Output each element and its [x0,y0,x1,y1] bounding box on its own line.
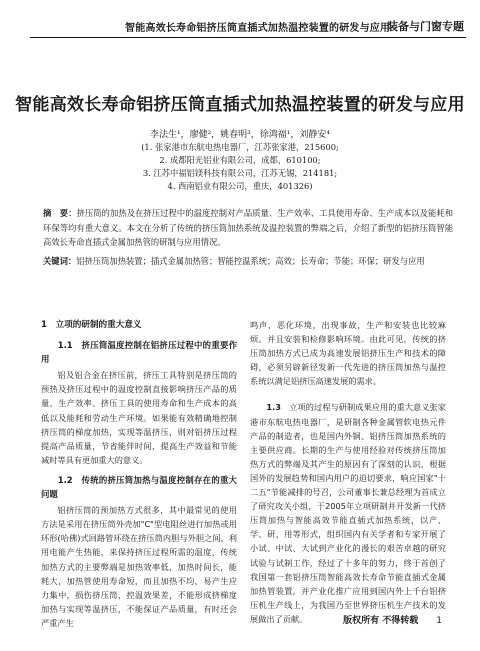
body-paragraph [250,400,446,626]
section-label: 装备与门窗专题 [387,20,464,33]
affiliations [0,141,480,193]
keywords-paragraph [43,254,453,269]
right-column [250,318,446,626]
subsection-number: 1.3 [266,402,281,413]
body-paragraph: 鸣声，恶化环境，出现事故，生产和安装也比较麻烦。并且安装和检修影响环境。由此可见，传统的挤压筒加热方式已成为高速发展铝挤压生产和技术的障碍，必须另辟新径发新一代先进的挤压筒加热与温控系统以满足铝挤压高速发展的需求。 [250,320,446,387]
subsection-heading: 1.1 挤压筒温度控制在铝挤压过程中的重要作用 [41,340,237,365]
header-rule [30,37,466,38]
subsection-heading: 1.2 传统的挤压筒加热与温度控制存在的重大问题 [41,474,237,500]
abstract-label: 摘 要： [43,208,77,218]
body-paragraph: 铝挤压筒的预加热方式很多，其中最常见的使用方法是采用在挤压筒外壳加"C"型电阻丝进行加热或用环形(哈佛)式回路管环绕在挤压筒内胆与外胆之间，利用电能产生热能，来保持挤压过程所需的温度，传统加热方式的主要弊端是加热效率低，加热时间长，能耗大，加热管使用寿命短，而且加热不均，易产生应力集中，损伤挤压筒，控温效果差，不能形成挤梯度加热与实现等温挤压，不能保证产品质量，有时还会严重产生 [41,505,237,628]
section-heading: 1 立项的研制的重大意义 [41,320,142,330]
subsection-text: 立项的过程与研制成果应用的重大意义张家港市东航电热电器厂，是研制各种金属管软电热元件产品的制造者，也是国内外铜、铝挤压筒加热系统的主要供应商。长期的生产与使用经验对传统挤压筒加热方式的弊端及其产生的原因有了深刻的认识，根据国外的发展趋势和国内用户的迫切要求，响应国家"十二五"节能减排的号召，公司董事长兼总经理为首成立了研究攻关小组，于2005年立项研制并开发新一代挤压筒加热与智能高效节能直插式加热系统，以产、学、研、用等形式，组织国内有关学者和专家开展了小试、中试、大试到产业化的漫长的艰苦卓越的研究试验与试制工作，经过了十多年的努力，终于首创了我国第一套铝挤压筒智能高效长寿命节能直插式金属加热管装置，并产业化推广应用到国内外上千台铝挤压机生产线上，为我国乃至世界挤压机生产技术的发展做出了贡献。 [250,402,446,624]
affiliation: 2. 成都阳光铝业有限公司，成都，610100; [159,155,321,165]
abstract [43,206,453,268]
body-paragraph: 铝及铝合金在挤压前，挤压工具特别是挤压筒的预热及挤压过程中的温度控制直接影响挤压产品的质量、生产效率、挤压工具的使用寿命和生产成本的高低以及能耗和劳动生产环境。如果能有效精确地控制挤压筒的梯度加热，实现等温挤压，则对铝挤压过程提高产品质量，节省能伴时间，提高生产效益和节能减时等具有更加重大的意义。 [41,370,237,465]
running-title: 智能高效长寿命铝挤压筒直插式加热温控装置的研发与应用 [125,23,391,34]
authors: 李法生¹，廖健²，姚春明³，徐鸿福¹，刘静安⁴ [149,130,331,140]
affiliation: (1. 张家港市东航电热电器厂，江苏张家港，215600; [141,142,339,152]
page-number: 1 [436,616,442,626]
rights-notice: 版权所有 不得转载 [343,616,419,626]
affiliation: 4. 西南铝业有限公司，重庆，401326) [167,181,313,191]
left-column [41,318,237,630]
abstract-paragraph [43,206,453,250]
page-header [0,0,480,40]
affiliation: 3. 江苏中福铝镁科技有限公司，江苏无锡，214181; [142,168,338,178]
paper-title: 智能高效长寿命铝挤压筒直插式加热温控装置的研发与应用 [15,95,465,115]
page-footer [343,613,442,626]
keywords-label: 关键词： [43,255,77,266]
abstract-text: 挤压筒的加热及在挤压过程中的温度控制对产品质量、生产效率、工具使用寿命、生产成本以及能耗和环保等均有重大意义。本文在分析了传统的挤压筒加热系统及温控装置的弊端之后，介绍了新型的铝挤压筒智能高效长寿命直插式金属加热管的研制与应用情况。 [43,208,453,247]
keywords-text: 铝挤压筒加热装置；插式金属加热管；智能控温系统；高效；长寿命；节能；环保；研发与应用 [76,255,425,266]
